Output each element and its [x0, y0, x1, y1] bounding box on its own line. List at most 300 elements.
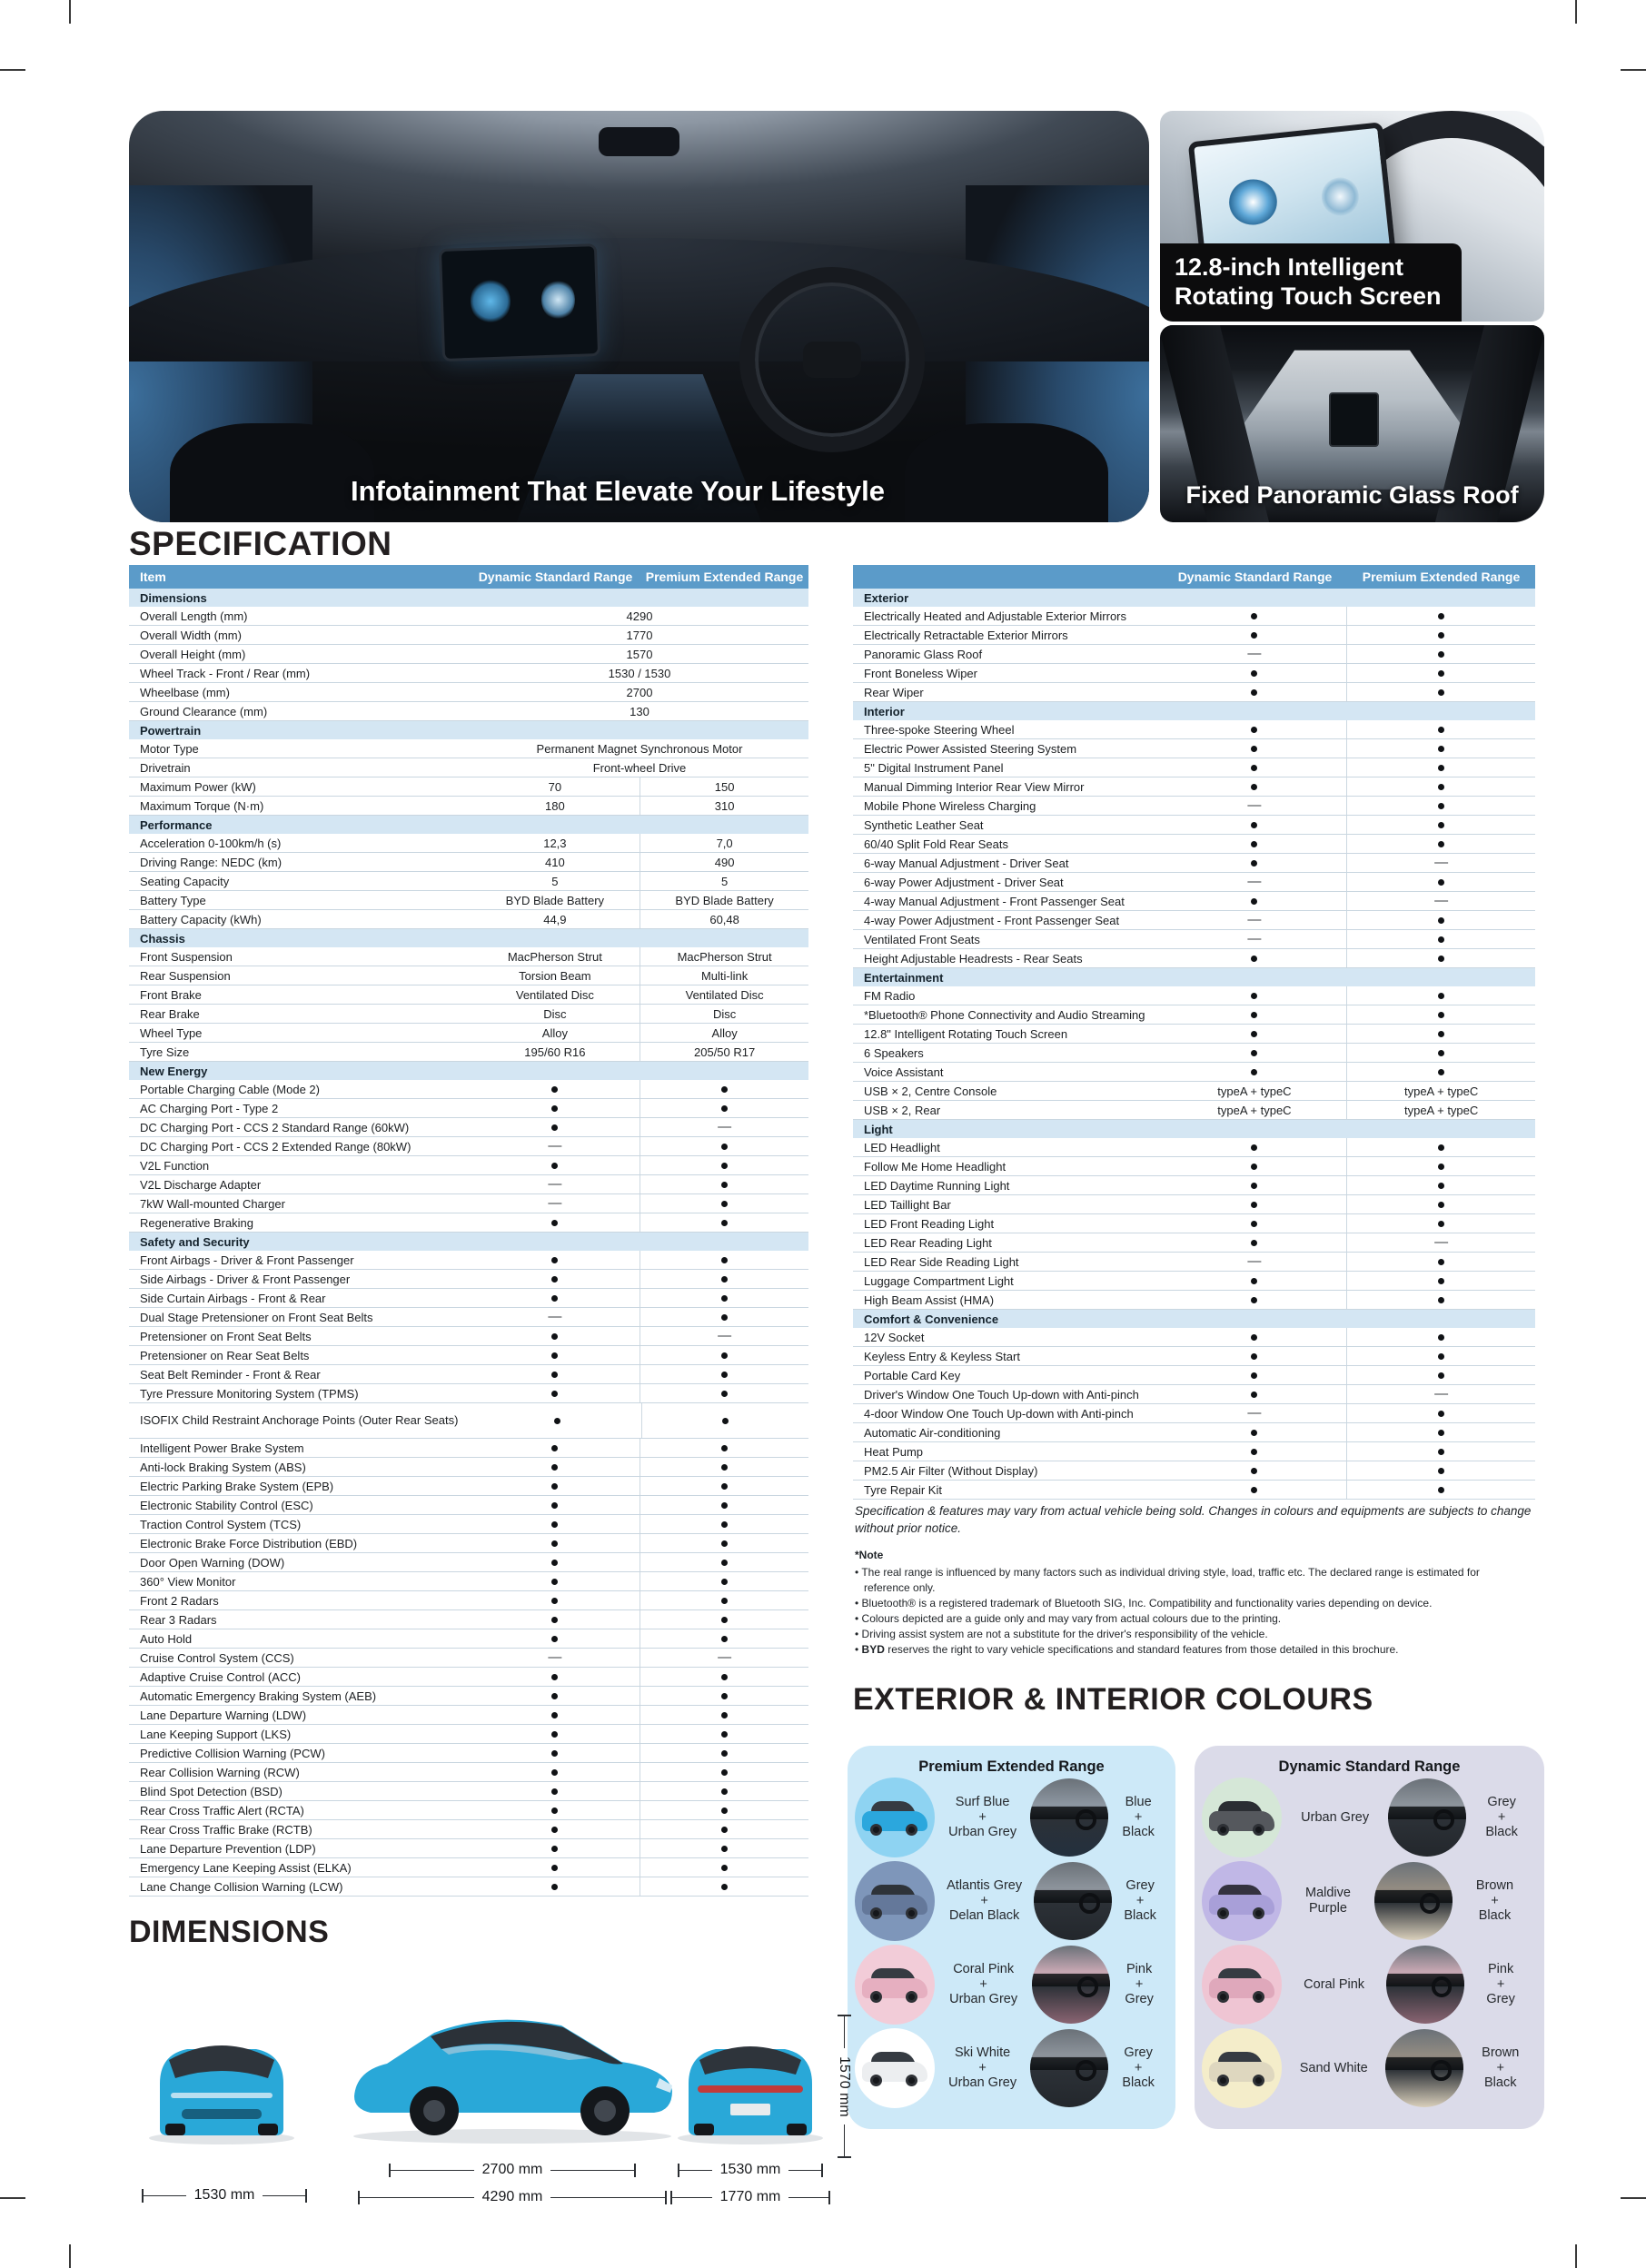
wheel-icon	[1253, 2075, 1264, 2086]
car-icon	[1209, 1883, 1274, 1919]
spec-row-merged-value	[471, 664, 808, 682]
spec-row	[853, 1101, 1535, 1120]
car-icon	[862, 1799, 927, 1836]
spec-row-dynamic-value	[471, 1024, 641, 1042]
wheel-icon	[870, 1824, 882, 1836]
car-colour-swatch	[855, 1945, 935, 2025]
spec-row-dynamic-value	[471, 1289, 641, 1307]
spec-row-dynamic-value	[471, 1099, 641, 1117]
spec-row	[129, 1610, 808, 1629]
colour-row	[855, 1861, 1168, 1941]
spec-row-dynamic-value	[471, 1194, 641, 1213]
crop-mark	[69, 0, 71, 24]
spec-row-label: Overall Height (mm)	[140, 647, 246, 661]
spec-row-dynamic-value	[471, 1877, 641, 1896]
car-side-view	[340, 1995, 685, 2147]
section-header-row	[129, 929, 808, 947]
spec-row-premium-value	[1347, 1328, 1535, 1346]
cell-value: Alloy	[541, 1025, 568, 1040]
table-header-row	[853, 565, 1535, 589]
spec-row-premium-value	[640, 1782, 808, 1800]
spec-row-premium-value	[1347, 1005, 1535, 1024]
spec-row-label: Anti-lock Braking System (ABS)	[140, 1460, 306, 1474]
colour-row	[855, 1945, 1168, 2025]
feature-included-dot-icon	[721, 1201, 728, 1207]
feature-included-dot-icon	[1438, 1031, 1444, 1037]
spec-row	[853, 1214, 1535, 1233]
section-header-label: Interior	[864, 704, 905, 718]
feature-included-dot-icon	[721, 1445, 728, 1451]
spec-row	[853, 1063, 1535, 1082]
spec-row	[853, 1195, 1535, 1214]
spec-row-dynamic-value	[471, 797, 641, 815]
cell-value: Front-wheel Drive	[592, 760, 687, 775]
car-icon	[1209, 1966, 1274, 2003]
spec-row	[853, 1082, 1535, 1101]
spec-row	[853, 873, 1535, 892]
section-header-row	[129, 589, 808, 607]
spec-row-premium-value	[640, 1668, 808, 1686]
spec-row-merged-value	[471, 683, 808, 701]
spec-row-label: Front Airbags - Driver & Front Passenger	[140, 1253, 354, 1267]
feature-included-dot-icon	[1251, 613, 1257, 619]
wheel-icon	[1217, 1991, 1229, 2003]
colour-row	[1202, 1778, 1537, 1857]
spec-row-dynamic-value	[471, 1365, 641, 1383]
spec-row-label: Tyre Repair Kit	[864, 1482, 942, 1497]
spec-row-label: Rear Wiper	[864, 685, 924, 699]
cell-value: Ventilated Disc	[685, 987, 764, 1002]
feature-included-dot-icon	[551, 1560, 558, 1566]
spec-row-premium-value	[640, 1706, 808, 1724]
spec-row-dynamic-value	[471, 1477, 641, 1495]
spec-row-premium-value	[640, 1346, 808, 1364]
hero-caption: Infotainment That Elevate Your Lifestyle	[350, 475, 885, 507]
spec-row	[129, 1137, 808, 1156]
note-item: • Driving assist system are not a substitute for the driver's responsibility of the vehicle.	[855, 1628, 1268, 1640]
cell-value: 5	[721, 874, 729, 888]
feature-included-dot-icon	[721, 1827, 728, 1833]
spec-row	[853, 835, 1535, 854]
colour-panel-title: Dynamic Standard Range	[1278, 1758, 1461, 1775]
spec-row-premium-value	[640, 797, 808, 815]
spec-row	[129, 1744, 808, 1763]
car-colour-swatch	[855, 2028, 935, 2108]
feature-included-dot-icon	[1251, 1164, 1257, 1170]
spec-row-label: Maximum Power (kW)	[140, 779, 256, 794]
feature-included-dot-icon	[721, 1220, 728, 1226]
spec-row-dynamic-value	[1163, 1063, 1348, 1081]
spec-row	[129, 1515, 808, 1534]
spec-row-premium-value	[640, 1534, 808, 1552]
spec-row-premium-value	[640, 1099, 808, 1117]
spec-row	[853, 758, 1535, 777]
spec-row-dynamic-value	[1163, 720, 1348, 738]
spec-row	[853, 683, 1535, 702]
spec-row-premium-value	[1347, 835, 1535, 853]
spec-row-premium-value	[640, 1572, 808, 1590]
spec-row-merged-value	[471, 607, 808, 625]
spec-row-dynamic-value	[471, 1251, 641, 1269]
feature-included-dot-icon	[1438, 689, 1444, 696]
spec-row-dynamic-value	[471, 966, 641, 985]
feature-included-dot-icon	[1438, 879, 1444, 886]
cell-value: typeA + typeC	[1403, 1084, 1479, 1098]
spec-row	[853, 1176, 1535, 1195]
spec-row-label: Front Boneless Wiper	[864, 666, 977, 680]
car-colour-swatch	[1202, 1861, 1282, 1941]
spec-row	[853, 1461, 1535, 1481]
note-item: • The real range is influenced by many factors such as individual driving style, load, traffic etc. The declared range is estimated for reference only.	[855, 1566, 1480, 1594]
spec-row-premium-value	[1347, 777, 1535, 796]
spec-row-premium-value	[640, 1763, 808, 1781]
spec-row	[129, 1629, 808, 1649]
note-item: • Colours depicted are a guide only and may vary from actual colours due to the printing.	[855, 1612, 1282, 1625]
feature-included-dot-icon	[1438, 1259, 1444, 1265]
spec-row-dynamic-value	[471, 1725, 641, 1743]
interior-colour-swatch	[1385, 2029, 1463, 2107]
section-header-label: Dimensions	[140, 590, 207, 605]
feature-included-dot-icon	[551, 1769, 558, 1776]
spec-row	[129, 1477, 808, 1496]
spec-row-premium-value	[1347, 1195, 1535, 1213]
spec-row-premium-value	[640, 1251, 808, 1269]
spec-row-label: Traction Control System (TCS)	[140, 1517, 302, 1531]
spec-row-premium-value	[640, 1458, 808, 1476]
section-header-row	[853, 1310, 1535, 1328]
spec-row-dynamic-value	[1163, 1195, 1348, 1213]
spec-row-dynamic-value	[1163, 1404, 1348, 1422]
spec-row-label: Driving Range: NEDC (km)	[140, 855, 283, 869]
spec-row-dynamic-value	[471, 1572, 641, 1590]
spec-row	[129, 1213, 808, 1233]
spec-row-dynamic-value	[471, 777, 641, 796]
spec-row-label: LED Rear Reading Light	[864, 1235, 992, 1250]
feature-not-available-dash-icon: —	[1247, 797, 1262, 813]
spec-row-dynamic-value	[471, 910, 641, 928]
spec-row-label: Automatic Emergency Braking System (AEB)	[140, 1689, 377, 1703]
spec-row-label: Electrically Retractable Exterior Mirrors	[864, 628, 1068, 642]
cell-value: 205/50 R17	[694, 1045, 756, 1059]
feature-included-dot-icon	[721, 1617, 728, 1623]
note-item: • BYD reserves the right to vary vehicle specifications and standard features from those detailed in this brochure.	[855, 1643, 1399, 1656]
spec-row-label: Electronic Brake Force Distribution (EBD)	[140, 1536, 358, 1550]
wheel-icon	[1253, 1824, 1264, 1836]
spec-row-dynamic-value	[471, 1175, 641, 1193]
feature-included-dot-icon	[1438, 1449, 1444, 1455]
spec-row	[129, 645, 808, 664]
spec-row-label: Portable Card Key	[864, 1368, 961, 1382]
column-header-premium: Premium Extended Range	[645, 569, 804, 584]
spec-row-label: LED Headlight	[864, 1140, 940, 1154]
spec-row-premium-value	[640, 1477, 808, 1495]
spec-row	[853, 911, 1535, 930]
spec-row-dynamic-value	[1163, 1291, 1348, 1309]
feature-included-dot-icon	[551, 1540, 558, 1547]
spec-row-premium-value	[640, 1553, 808, 1571]
wheel-icon	[906, 1907, 917, 1919]
wheel-icon	[906, 1824, 917, 1836]
spec-row-premium-value	[640, 1156, 808, 1174]
colour-row	[1202, 1945, 1537, 2025]
notes-title: *Note	[855, 1549, 884, 1561]
wheel-icon	[1253, 1991, 1264, 2003]
spec-row	[853, 720, 1535, 739]
spec-row	[129, 1270, 808, 1289]
table-header-row	[129, 565, 808, 589]
spec-row-premium-value	[640, 1308, 808, 1326]
spec-row-label: 6-way Power Adjustment - Driver Seat	[864, 875, 1064, 889]
feature-included-dot-icon	[1251, 689, 1257, 696]
steering-wheel-shape	[739, 267, 925, 452]
spec-row-label: Side Curtain Airbags - Front & Rear	[140, 1291, 326, 1305]
spec-row-label: 60/40 Split Fold Rear Seats	[864, 837, 1008, 851]
feature-included-dot-icon	[721, 1540, 728, 1547]
spec-row-dynamic-value	[1163, 607, 1348, 625]
feature-included-dot-icon	[551, 1220, 558, 1226]
spec-row-premium-value	[640, 1137, 808, 1155]
feature-not-available-dash-icon: —	[548, 1176, 562, 1192]
feature-included-dot-icon	[721, 1884, 728, 1890]
feature-included-dot-icon	[551, 1636, 558, 1642]
car-icon	[1209, 1799, 1274, 1836]
spec-row-dynamic-value	[471, 1384, 641, 1402]
wheel-icon	[906, 1991, 917, 2003]
spec-row-label: Cruise Control System (CCS)	[140, 1650, 294, 1665]
feature-included-dot-icon	[721, 1372, 728, 1378]
spec-row-dynamic-value	[1163, 1214, 1348, 1233]
spec-row-merged-value	[471, 758, 808, 777]
spec-row-label: Battery Capacity (kWh)	[140, 912, 262, 926]
section-header-label: Chassis	[140, 931, 185, 946]
feature-included-dot-icon	[1438, 1183, 1444, 1189]
spec-row-dynamic-value	[471, 1629, 641, 1648]
spec-row	[129, 607, 808, 626]
feature-included-dot-icon	[1251, 1202, 1257, 1208]
feature-included-dot-icon	[551, 1617, 558, 1623]
spec-row-premium-value	[640, 947, 808, 966]
spec-row	[129, 872, 808, 891]
feature-included-dot-icon	[551, 1884, 558, 1890]
spec-row-label: Seating Capacity	[140, 874, 230, 888]
spec-row-dynamic-value	[1163, 873, 1348, 891]
feature-included-dot-icon	[721, 1674, 728, 1680]
feature-included-dot-icon	[1438, 956, 1444, 962]
touchscreen-caption	[1160, 243, 1462, 322]
feature-included-dot-icon	[1438, 1468, 1444, 1474]
spec-row-premium-value	[640, 966, 808, 985]
section-header-row	[853, 702, 1535, 720]
spec-row	[129, 1591, 808, 1610]
spec-row-dynamic-value	[473, 1403, 642, 1438]
spec-row-premium-value	[1347, 1461, 1535, 1480]
spec-row-label: Auto Hold	[140, 1631, 193, 1646]
spec-row-dynamic-value	[1163, 1005, 1348, 1024]
spec-row-label: DC Charging Port - CCS 2 Standard Range (60kW)	[140, 1120, 410, 1134]
spec-row-premium-value	[1347, 1442, 1535, 1461]
spec-row	[129, 947, 808, 966]
spec-row-premium-value	[640, 985, 808, 1004]
feature-not-available-dash-icon: —	[1247, 646, 1262, 661]
spec-row-dynamic-value	[471, 1080, 641, 1098]
spec-row-premium-value	[640, 1043, 808, 1061]
feature-included-dot-icon	[1251, 1430, 1257, 1436]
feature-included-dot-icon	[1251, 1069, 1257, 1075]
feature-included-dot-icon	[1438, 841, 1444, 847]
spec-row-premium-value	[640, 1439, 808, 1457]
spec-row-premium-value	[1347, 1366, 1535, 1384]
spec-row-label: Rear Suspension	[140, 968, 231, 983]
spec-row	[129, 1194, 808, 1213]
feature-included-dot-icon	[1251, 1183, 1257, 1189]
spec-row-dynamic-value	[471, 1763, 641, 1781]
spec-row	[853, 1385, 1535, 1404]
wheel-icon	[1253, 1907, 1264, 1919]
cell-value: 44,9	[543, 912, 567, 926]
spec-row	[853, 645, 1535, 664]
cell-value: 150	[714, 779, 735, 794]
spec-row-premium-value	[1347, 664, 1535, 682]
spec-row	[853, 1157, 1535, 1176]
spec-row-dynamic-value	[1163, 1385, 1348, 1403]
spec-row-label: Side Airbags - Driver & Front Passenger	[140, 1272, 351, 1286]
feature-not-available-dash-icon: —	[1247, 912, 1262, 927]
spec-row	[853, 1291, 1535, 1310]
spec-row	[129, 891, 808, 910]
spec-row-premium-value	[640, 872, 808, 890]
car-icon	[862, 2050, 927, 2086]
wheel-icon	[1217, 2075, 1229, 2086]
spec-row-label: Lane Change Collision Warning (LCW)	[140, 1879, 343, 1894]
cell-value: BYD Blade Battery	[505, 893, 605, 907]
feature-included-dot-icon	[1438, 613, 1444, 619]
wheel-icon	[1217, 1824, 1229, 1836]
spec-row-label: *Bluetooth® Phone Connectivity and Audio Streaming	[864, 1007, 1145, 1022]
spec-row-label: LED Taillight Bar	[864, 1197, 951, 1212]
feature-included-dot-icon	[1438, 632, 1444, 639]
spec-row-dynamic-value	[471, 1439, 641, 1457]
feature-included-dot-icon	[554, 1418, 560, 1424]
feature-included-dot-icon	[721, 1579, 728, 1585]
cell-value: 195/60 R16	[524, 1045, 586, 1059]
feature-included-dot-icon	[721, 1276, 728, 1283]
spec-row-label: PM2.5 Air Filter (Without Display)	[864, 1463, 1038, 1478]
spec-row	[129, 1572, 808, 1591]
spec-row-dynamic-value	[471, 1649, 641, 1667]
spec-row-label: Lane Departure Prevention (LDP)	[140, 1841, 316, 1856]
spec-row-dynamic-value	[1163, 1366, 1348, 1384]
spec-row-dynamic-value	[471, 1346, 641, 1364]
spec-row	[129, 1251, 808, 1270]
spec-table-right	[853, 565, 1535, 1500]
feature-included-dot-icon	[1438, 746, 1444, 752]
spec-row-label: Battery Type	[140, 893, 206, 907]
spec-row-dynamic-value	[1163, 835, 1348, 853]
spec-row	[129, 985, 808, 1005]
spec-row	[129, 1458, 808, 1477]
exterior-colour-label: Coral Pink + Urban Grey	[949, 1961, 1018, 2007]
spec-row-dynamic-value	[1163, 1423, 1348, 1441]
feature-included-dot-icon	[1438, 1353, 1444, 1360]
spec-row-premium-value	[1347, 1253, 1535, 1271]
feature-included-dot-icon	[1438, 1487, 1444, 1493]
dimensions-title: DIMENSIONS	[129, 1915, 330, 1949]
feature-included-dot-icon	[721, 1788, 728, 1795]
spec-row	[853, 626, 1535, 645]
feature-included-dot-icon	[1251, 784, 1257, 790]
spec-row-dynamic-value	[1163, 1253, 1348, 1271]
feature-included-dot-icon	[551, 1750, 558, 1757]
spec-row	[129, 1403, 808, 1439]
spec-row	[129, 1099, 808, 1118]
car-icon	[862, 1883, 927, 1919]
rear-view-mirror-shape	[599, 127, 680, 156]
spec-row-dynamic-value	[471, 947, 641, 966]
spec-row	[853, 1442, 1535, 1461]
feature-included-dot-icon	[1251, 1372, 1257, 1379]
spec-row-label: 6 Speakers	[864, 1045, 924, 1060]
column-header-item: Item	[140, 569, 166, 584]
feature-included-dot-icon	[721, 1693, 728, 1699]
spec-row-label: Front Suspension	[140, 949, 233, 964]
car-icon	[862, 1966, 927, 2003]
interior-colour-label: Grey + Black	[1485, 1794, 1518, 1840]
cell-value: typeA + typeC	[1403, 1103, 1479, 1117]
spec-row-dynamic-value	[471, 985, 641, 1004]
feature-included-dot-icon	[551, 1276, 558, 1283]
feature-included-dot-icon	[1438, 784, 1444, 790]
section-header-row	[129, 1062, 808, 1080]
feature-included-dot-icon	[1251, 898, 1257, 905]
section-header-row	[129, 1233, 808, 1251]
spec-row	[129, 834, 808, 853]
spec-row-premium-value	[640, 1270, 808, 1288]
spec-row-premium-value	[640, 834, 808, 852]
spec-row-premium-value	[1347, 797, 1535, 815]
spec-row-dynamic-value	[471, 1137, 641, 1155]
feature-included-dot-icon	[1251, 632, 1257, 639]
spec-row-premium-value	[1347, 986, 1535, 1005]
spec-row-dynamic-value	[471, 1668, 641, 1686]
spec-row	[129, 1858, 808, 1877]
feature-included-dot-icon	[1438, 765, 1444, 771]
feature-included-dot-icon	[551, 1865, 558, 1871]
spec-row-label: AC Charging Port - Type 2	[140, 1101, 279, 1115]
feature-included-dot-icon	[721, 1391, 728, 1397]
spec-row-label: LED Rear Side Reading Light	[864, 1254, 1019, 1269]
spec-row-label: Blind Spot Detection (BSD)	[140, 1784, 283, 1798]
feature-included-dot-icon	[1438, 1411, 1444, 1417]
crop-mark	[69, 2244, 71, 2268]
spec-row	[129, 1839, 808, 1858]
feature-included-dot-icon	[551, 1257, 558, 1263]
feature-included-dot-icon	[1251, 993, 1257, 999]
spec-row-label: Electronic Stability Control (ESC)	[140, 1498, 313, 1512]
feature-included-dot-icon	[1438, 822, 1444, 828]
spec-row-label: 7kW Wall-mounted Charger	[140, 1196, 285, 1211]
colour-panel-title: Premium Extended Range	[918, 1758, 1105, 1775]
feature-included-dot-icon	[721, 1163, 728, 1169]
spec-row-label: Follow Me Home Headlight	[864, 1159, 1006, 1174]
spec-row-label: 12.8" Intelligent Rotating Touch Screen	[864, 1026, 1068, 1041]
spec-row-premium-value	[640, 1629, 808, 1648]
feature-included-dot-icon	[1438, 1069, 1444, 1075]
column-header-premium: Premium Extended Range	[1362, 569, 1521, 584]
spec-row	[853, 816, 1535, 835]
car-rear-view	[670, 2020, 830, 2147]
spec-row-dynamic-value	[1163, 892, 1348, 910]
spec-row	[853, 1253, 1535, 1272]
